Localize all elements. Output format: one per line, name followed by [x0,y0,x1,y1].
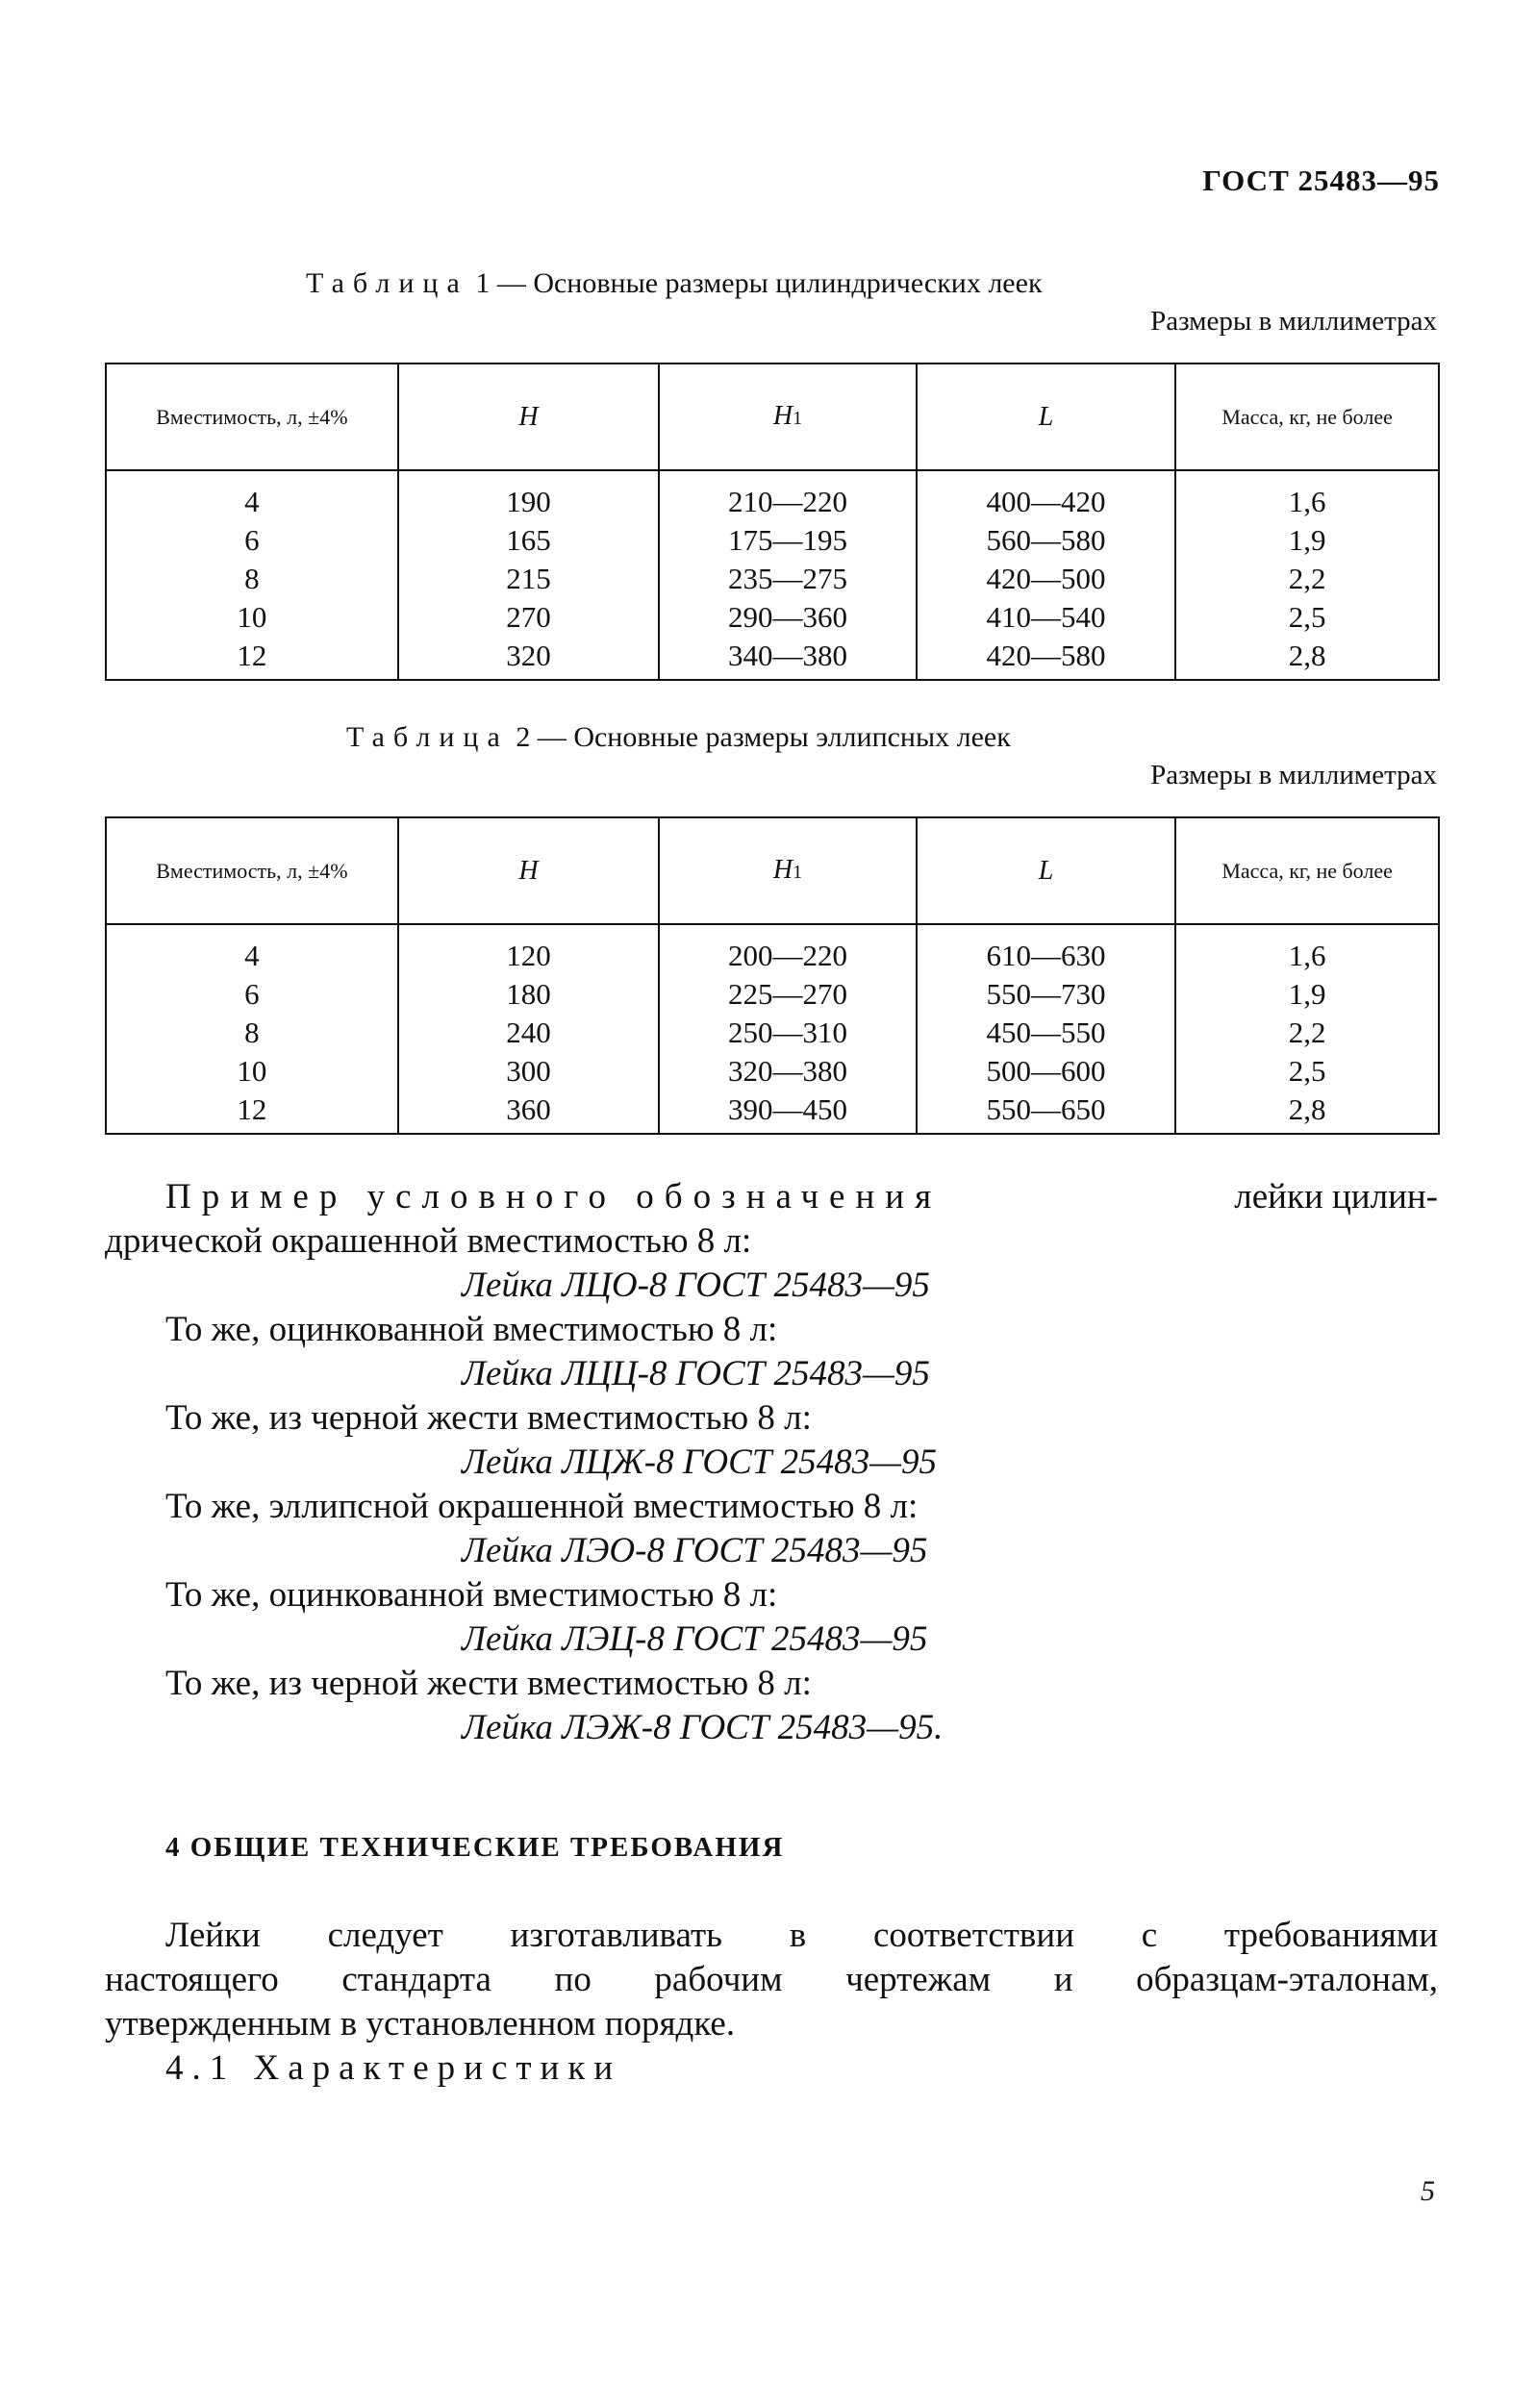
table2-col-header: H1 [659,817,917,924]
table1-cell: 210—220 [659,470,917,521]
table2-cell: 8 [106,1014,398,1052]
table2-cell: 390—450 [659,1091,917,1134]
table1 [105,363,1440,681]
standard-header: ГОСТ 25483—95 [1202,163,1440,197]
example-text: То же, оцинкованной вместимостью 8 л: [165,1310,778,1349]
table2-cell: 1,6 [1175,924,1439,975]
table2-caption-text: 2 — Основные размеры эллипсных леек [516,721,1011,753]
table2-cell: 2,8 [1175,1091,1439,1134]
table2-col-header: Вместимость, л, ±4% [106,817,398,924]
table2-cell: 12 [106,1091,398,1134]
table2-units: Размеры в миллиметрах [1150,760,1437,790]
table1-cell: 1,9 [1175,521,1439,560]
table1-col-header: Вместимость, л, ±4% [106,364,398,470]
table2-cell: 1,9 [1175,975,1439,1014]
table2-col-header: L [917,817,1175,924]
table1-caption [306,267,1043,300]
table2-row [106,975,1439,1014]
example-designation: Лейка ЛЭО-8 ГОСТ 25483—95 [462,1531,928,1570]
table1-cell: 4 [106,470,398,521]
section4-heading: 4 ОБЩИЕ ТЕХНИЧЕСКИЕ ТРЕБОВАНИЯ [165,1832,785,1863]
table1-cell: 290—360 [659,598,917,637]
table2-row [106,924,1439,975]
table2-cell: 10 [106,1052,398,1091]
table1-cell: 215 [398,560,659,598]
table1-cell: 420—580 [917,637,1175,680]
table1-cell: 2,2 [1175,560,1439,598]
table2-cell: 550—730 [917,975,1175,1014]
table1-caption-word: Таблица [306,267,468,299]
table2-cell: 450—550 [917,1014,1175,1052]
table2 [105,816,1440,1135]
table2-caption-word: Таблица [346,721,509,753]
table2-row [106,1014,1439,1052]
table1-caption-text: 1 — Основные размеры цилиндрических леек [475,267,1043,299]
table1-cell: 420—500 [917,560,1175,598]
table2-cell: 250—310 [659,1014,917,1052]
table1-units: Размеры в миллиметрах [1150,306,1437,337]
table1-row [106,521,1439,560]
page-number: 5 [1421,2175,1435,2207]
table1-cell: 8 [106,560,398,598]
table2-cell: 200—220 [659,924,917,975]
table2-col-header: Масса, кг, не более [1175,817,1439,924]
table1-cell: 560—580 [917,521,1175,560]
table1-col-header: Масса, кг, не более [1175,364,1439,470]
table1-col-header: H [398,364,659,470]
table1-cell: 12 [106,637,398,680]
table1-cell: 340—380 [659,637,917,680]
examples-intro-line2: дрической окрашенной вместимостью 8 л: [105,1221,752,1261]
table2-cell: 550—650 [917,1091,1175,1134]
table1-row [106,470,1439,521]
table1-cell: 2,5 [1175,598,1439,637]
table1-cell: 6 [106,521,398,560]
example-text: То же, из черной жести вместимостью 8 л: [165,1664,812,1703]
table2-cell: 2,5 [1175,1052,1439,1091]
table1-cell: 270 [398,598,659,637]
table2-caption [346,721,1011,754]
example-text: То же, оцинкованной вместимостью 8 л: [165,1575,778,1615]
table1-cell: 320 [398,637,659,680]
example-designation: Лейка ЛЭЖ-8 ГОСТ 25483—95. [462,1708,944,1747]
subsection-4-1: 4.1 Характеристики [165,2048,622,2088]
table1-cell: 1,6 [1175,470,1439,521]
example-designation: Лейка ЛЦЖ-8 ГОСТ 25483—95 [462,1442,938,1482]
table1-row [106,598,1439,637]
table1-cell: 2,8 [1175,637,1439,680]
table1-row [106,560,1439,598]
table1-col-header: H1 [659,364,917,470]
table2-cell: 4 [106,924,398,975]
table1-header-row [106,364,1439,470]
table2-cell: 360 [398,1091,659,1134]
example-text: То же, из черной жести вместимостью 8 л: [165,1398,812,1438]
example-designation: Лейка ЛЦО-8 ГОСТ 25483—95 [462,1266,930,1305]
table1-row [106,637,1439,680]
examples-intro-tail: лейки цилин- [1234,1177,1438,1217]
table1-cell: 400—420 [917,470,1175,521]
table1-cell: 10 [106,598,398,637]
table2-cell: 240 [398,1014,659,1052]
examples-intro-line1 [165,1175,1438,1219]
table1-col-header: L [917,364,1175,470]
example-text: То же, эллипсной окрашенной вместимостью 8 л: [165,1487,919,1526]
table2-cell: 120 [398,924,659,975]
table1-cell: 410—540 [917,598,1175,637]
table2-cell: 225—270 [659,975,917,1014]
table2-row [106,1091,1439,1134]
table2-cell: 610—630 [917,924,1175,975]
table2-cell: 2,2 [1175,1014,1439,1052]
table1-cell: 175—195 [659,521,917,560]
section4-para-line1: Лейки следует изготавливать в соответствии с требованиями [165,1916,1438,1955]
example-designation: Лейка ЛЦЦ-8 ГОСТ 25483—95 [462,1354,930,1393]
section4-para-line3: утвержденным в установленном порядке. [105,2004,736,2044]
table2-cell: 180 [398,975,659,1014]
table2-cell: 6 [106,975,398,1014]
table2-header-row [106,817,1439,924]
examples-intro-sparse: Пример условного обозначения [165,1177,943,1217]
table2-cell: 500—600 [917,1052,1175,1091]
table1-cell: 235—275 [659,560,917,598]
table1-cell: 165 [398,521,659,560]
example-designation: Лейка ЛЭЦ-8 ГОСТ 25483—95 [462,1619,928,1659]
table2-cell: 320—380 [659,1052,917,1091]
table2-row [106,1052,1439,1091]
table2-col-header: H [398,817,659,924]
table1-cell: 190 [398,470,659,521]
section4-para-line2: настоящего стандарта по рабочим чертежам и образцам-эталонам, [105,1960,1438,1999]
table2-cell: 300 [398,1052,659,1091]
